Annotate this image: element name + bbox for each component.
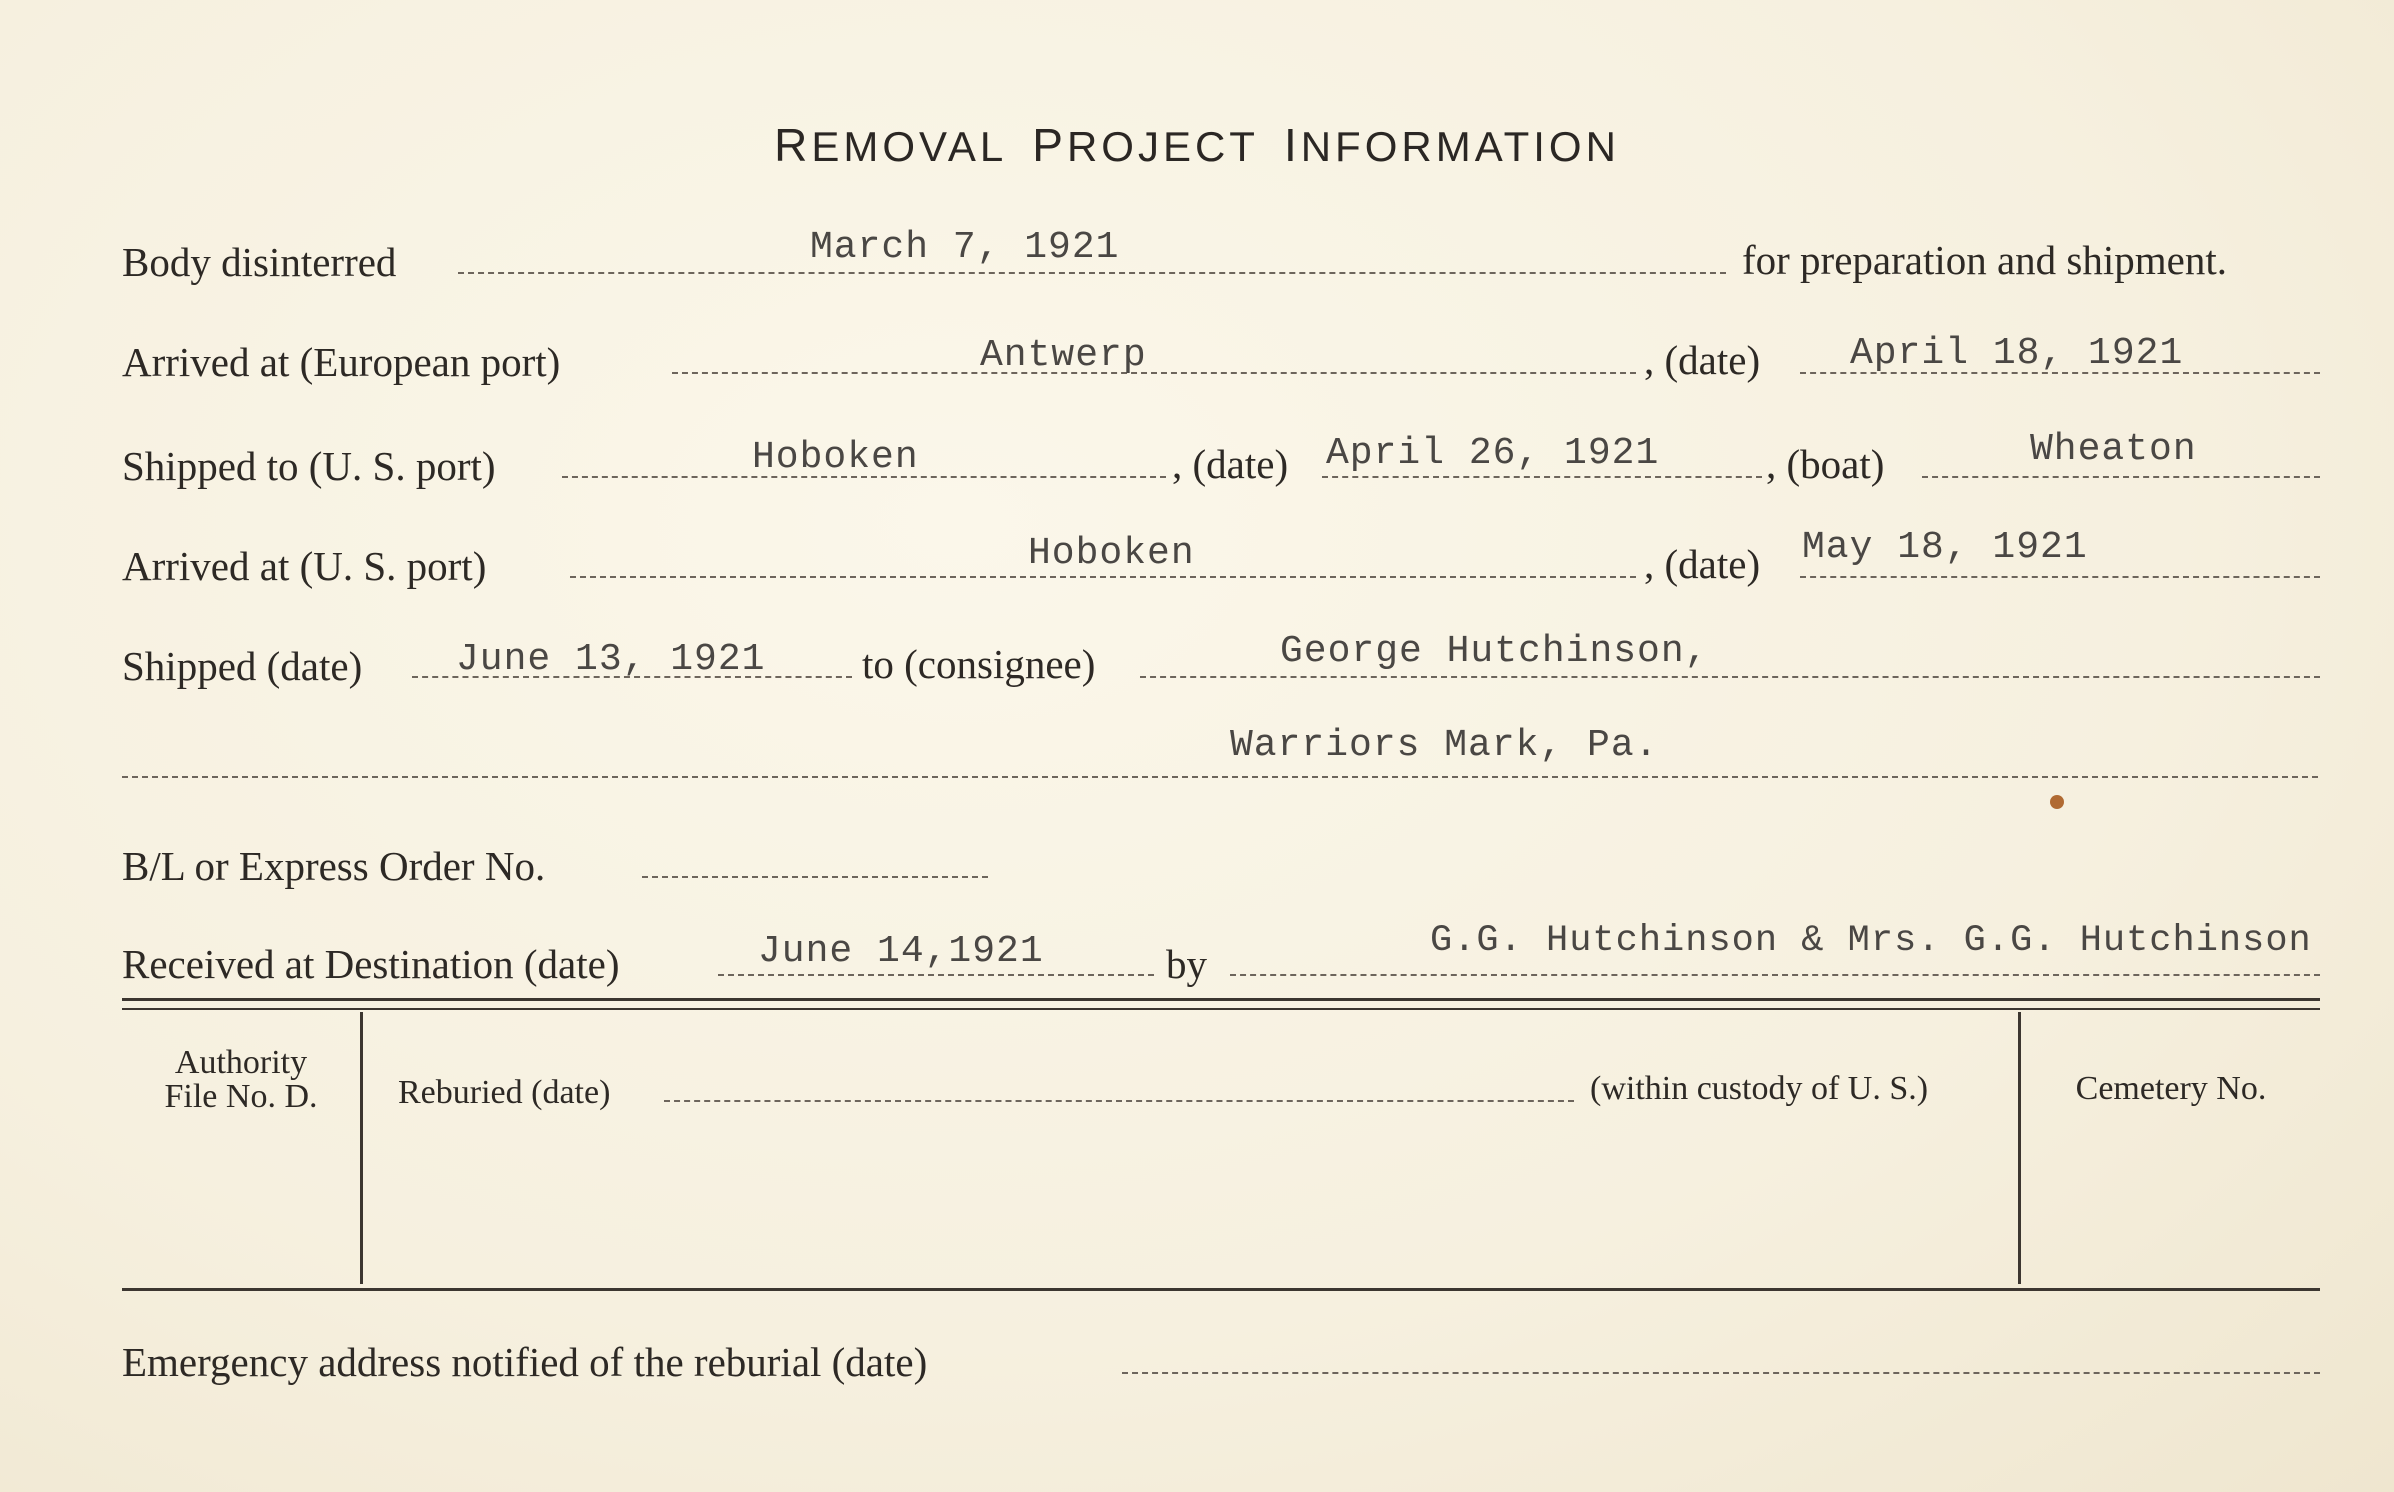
received-date-line (718, 974, 1154, 976)
shipped-us-port-value[interactable]: Hoboken (752, 436, 919, 479)
arrived-us-port-value[interactable]: Hoboken (1028, 532, 1195, 575)
shipped-us-boat-label: , (boat) (1766, 441, 1885, 487)
arrived-european-port-line (672, 372, 1636, 374)
consignee-label: to (consignee) (862, 641, 1096, 687)
consignee-continued-line (122, 776, 2318, 778)
arrived-european-date-label: , (date) (1644, 337, 1761, 383)
arrived-us-port-line (570, 576, 1636, 578)
table-top-rule (122, 998, 2320, 1001)
consignee-line (1140, 676, 2320, 678)
authority-label-line1: Authority (174, 1044, 308, 1081)
cemetery-label: Cemetery No. (2075, 1070, 2267, 1107)
reburied-line (664, 1100, 1574, 1102)
received-by-value[interactable]: G.G. Hutchinson & Mrs. G.G. Hutchinson (1430, 920, 2312, 962)
table-divider-right (2018, 1012, 2021, 1284)
authority-label-line2: File No. D. (164, 1078, 318, 1115)
shipped-us-date-label: , (date) (1172, 441, 1289, 487)
reburied-label: Reburied (date) (398, 1074, 611, 1111)
arrived-us-date-value[interactable]: May 18, 1921 (1802, 526, 2088, 569)
received-label: Received at Destination (date) (122, 941, 620, 987)
body-disinterred-value[interactable]: March 7, 1921 (810, 226, 1120, 269)
bl-order-label: B/L or Express Order No. (122, 843, 546, 889)
arrived-european-date-value[interactable]: April 18, 1921 (1850, 332, 2184, 375)
shipped-date-label: Shipped (date) (122, 643, 363, 689)
received-date-value[interactable]: June 14,1921 (758, 930, 1044, 973)
arrived-us-date-line (1800, 576, 2320, 578)
arrived-us-date-label: , (date) (1644, 541, 1761, 587)
shipped-us-boat-line (1922, 476, 2320, 478)
emergency-label: Emergency address notified of the reburial (date) (122, 1339, 928, 1385)
custody-label: (within custody of U. S.) (1590, 1070, 1929, 1107)
bl-order-line (642, 876, 988, 878)
arrived-european-port-value[interactable]: Antwerp (980, 334, 1147, 377)
received-by-label: by (1166, 941, 1207, 987)
shipped-us-date-line (1322, 476, 1762, 478)
body-disinterred-label: Body disinterred (122, 239, 397, 285)
received-by-line (1230, 974, 2320, 976)
table-top-rule-2 (122, 1008, 2320, 1010)
arrived-european-port-label: Arrived at (European port) (122, 339, 561, 385)
emergency-line (1122, 1372, 2320, 1374)
table-divider-left (360, 1012, 363, 1284)
table-bottom-rule (122, 1288, 2320, 1291)
shipped-us-port-label: Shipped to (U. S. port) (122, 443, 496, 489)
ink-spot (2050, 795, 2064, 809)
shipped-us-date-value[interactable]: April 26, 1921 (1326, 432, 1660, 475)
consignee-line1-value[interactable]: George Hutchinson, (1280, 630, 1709, 673)
consignee-line2-value[interactable]: Warriors Mark, Pa. (1230, 724, 1659, 767)
body-disinterred-line (458, 272, 1726, 274)
shipped-us-boat-value[interactable]: Wheaton (2030, 428, 2197, 471)
form-title: REMOVAL PROJECT INFORMATION (774, 119, 1620, 171)
shipped-date-value[interactable]: June 13, 1921 (456, 638, 766, 681)
arrived-us-port-label: Arrived at (U. S. port) (122, 543, 487, 589)
body-disinterred-suffix: for preparation and shipment. (1742, 237, 2228, 283)
